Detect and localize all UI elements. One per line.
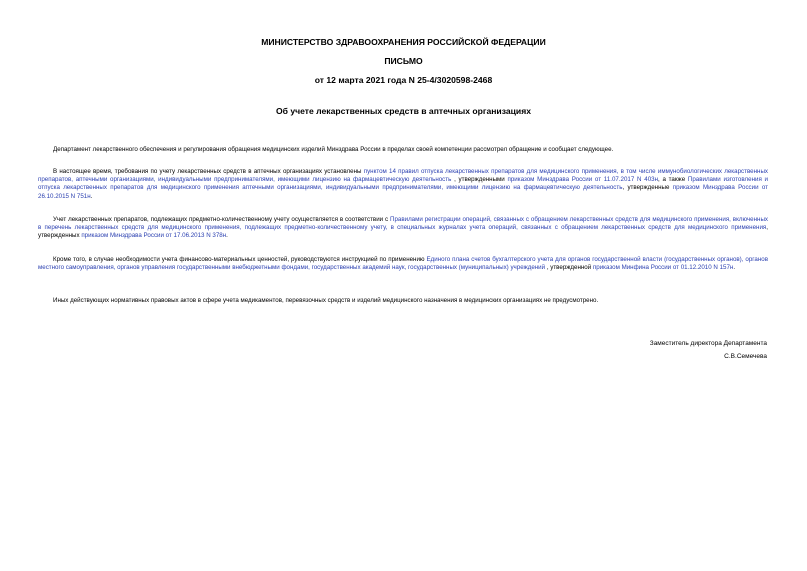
link-order-751n[interactable]: приказом Минздрава России от 26.10.2015 N 751н xyxy=(38,184,768,200)
paragraph-intro: Департамент лекарственного обеспечения и регулирования обращения медицинских изделий Минздрава России в пределах своей компетенции рассмотрел обращение и сообщает следующее. xyxy=(53,146,614,153)
p3-text-3: . xyxy=(226,232,228,240)
p4-text-3: . xyxy=(733,264,736,272)
p4-text-1: Кроме того, в случае необходимости учета финансово-материальных ценностей, руководствуются инструкцией по применению xyxy=(53,256,427,263)
link-registration-rules[interactable]: Правилами регистрации операций, связанных с обращением лекарственных средств для медицинского применения, включенных в перечень лекарственных средств для медицинского применения, подлежащих предметно-количественному учету, в специальных журналах учета операций, связанных с обращением лекарственных средств для медицинского применения xyxy=(38,216,768,232)
paragraph-conclusion: Иных действующих нормативных правовых актов в сфере учета медикаментов, перевязочных средств и изделий медицинского назначения в медицинских организациях не предусмотрено. xyxy=(53,297,599,304)
p2-text-1: В настоящее время, требования по учету лекарственных средств в аптечных организациях установлены xyxy=(53,168,364,175)
ministry-title: МИНИСТЕРСТВО ЗДРАВООХРАНЕНИЯ РОССИЙСКОЙ ФЕДЕРАЦИИ xyxy=(261,37,546,47)
p4-text-2: , утвержденной xyxy=(545,264,593,272)
paragraph-requirements xyxy=(38,168,768,201)
p2-text-3: , а также xyxy=(658,176,688,184)
p3-text-1: Учет лекарственных препаратов, подлежащих предметно-количественному учету осуществляется в соответствии с xyxy=(53,216,390,223)
p2-text-2: , утвержденными xyxy=(451,176,508,184)
document-date-number: от 12 марта 2021 года N 25-4/3020598-2468 xyxy=(314,75,493,85)
link-order-157n[interactable]: приказом Минфина России от 01.12.2010 N 157н xyxy=(592,264,734,272)
signatory-name: С.В.Семечева xyxy=(724,353,767,360)
paragraph-financial-accounting xyxy=(38,256,768,272)
link-unified-chart-of-accounts[interactable]: Единого плана счетов бухгалтерского учета для органов государственной власти (государственных органов), органов местного самоуправления, органов управления государственными внебюджетными фондами, государственных академий наук, государственных (муниципальных) учреждений xyxy=(38,256,768,272)
signatory-position: Заместитель директора Департамента xyxy=(649,340,767,347)
document-subject: Об учете лекарственных средств в аптечных организациях xyxy=(275,106,531,116)
p2-text-5: . xyxy=(90,192,93,200)
paragraph-quantitative-accounting xyxy=(38,216,768,241)
p3-text-2: , утвержденных xyxy=(38,224,768,240)
link-rules-manufacturing[interactable]: Правилами изготовления и отпуска лекарственных препаратов для медицинского применения аптечными организациями, индивидуальными предпринимателями, имеющими лицензию на фармацевтическую деятельность xyxy=(38,176,768,192)
link-order-378n[interactable]: приказом Минздрава России от 17.06.2013 N 378н xyxy=(81,232,227,240)
p2-text-4: , утвержденные xyxy=(622,184,673,192)
link-order-403n[interactable]: приказом Минздрава России от 11.07.2017 N 403н xyxy=(507,176,658,184)
link-rules-dispensing[interactable]: пунктом 14 правил отпуска лекарственных препаратов для медицинского применения, в том числе иммунобиологических лекарственных препаратов, аптечными организациями, индивидуальными предпринимателями, имеющими лицензию на фармацевтическую деятельность xyxy=(38,168,768,184)
document-type: ПИСЬМО xyxy=(384,56,423,66)
